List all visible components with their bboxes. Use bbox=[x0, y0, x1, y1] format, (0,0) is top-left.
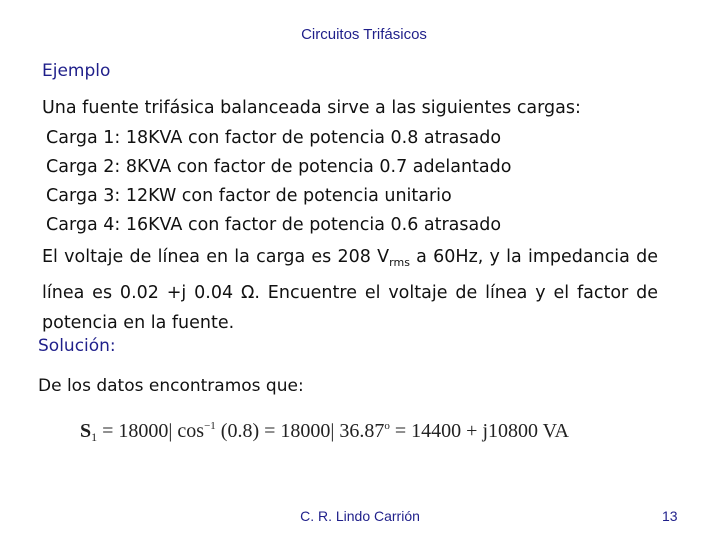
solution-heading: Solución: bbox=[38, 336, 116, 356]
equation bbox=[80, 420, 569, 445]
statement-part-1: El voltaje de línea en la carga es 208 V bbox=[42, 247, 390, 267]
footer-author: C. R. Lindo Carrión bbox=[300, 508, 420, 524]
equation-part-2: (0.8) = 18000| 36.87 bbox=[215, 420, 385, 442]
load-4: Carga 4: 16KVA con factor de potencia 0.6 atrasado bbox=[46, 215, 502, 235]
load-1: Carga 1: 18KVA con factor de potencia 0.8 atrasado bbox=[46, 128, 502, 148]
page-number: 13 bbox=[662, 508, 678, 524]
load-3: Carga 3: 12KW con factor de potencia unitario bbox=[46, 186, 452, 206]
equation-sup-2: o bbox=[384, 420, 390, 432]
problem-intro: Una fuente trifásica balanceada sirve a las siguientes cargas: bbox=[42, 98, 581, 118]
equation-part-3: = 14400 + j10800 VA bbox=[389, 420, 569, 442]
equation-sup-1: −1 bbox=[204, 420, 216, 432]
solution-text: De los datos encontramos que: bbox=[38, 376, 304, 396]
equation-part-1: = 18000| cos bbox=[97, 420, 205, 442]
page-title: Circuitos Trifásicos bbox=[301, 26, 427, 43]
equation-lhs: S bbox=[80, 420, 92, 442]
equation-lhs-sub: 1 bbox=[91, 430, 98, 444]
rms-subscript: rms bbox=[389, 256, 410, 269]
load-2: Carga 2: 8KVA con factor de potencia 0.7 adelantado bbox=[46, 157, 512, 177]
statement-part-2: a 60Hz, y la impedancia de línea es 0.02 +j 0.04 Ω. Encuentre el voltaje de línea y el factor de potencia en la fuente. bbox=[42, 247, 658, 333]
problem-statement bbox=[42, 242, 658, 338]
section-heading: Ejemplo bbox=[42, 61, 111, 81]
